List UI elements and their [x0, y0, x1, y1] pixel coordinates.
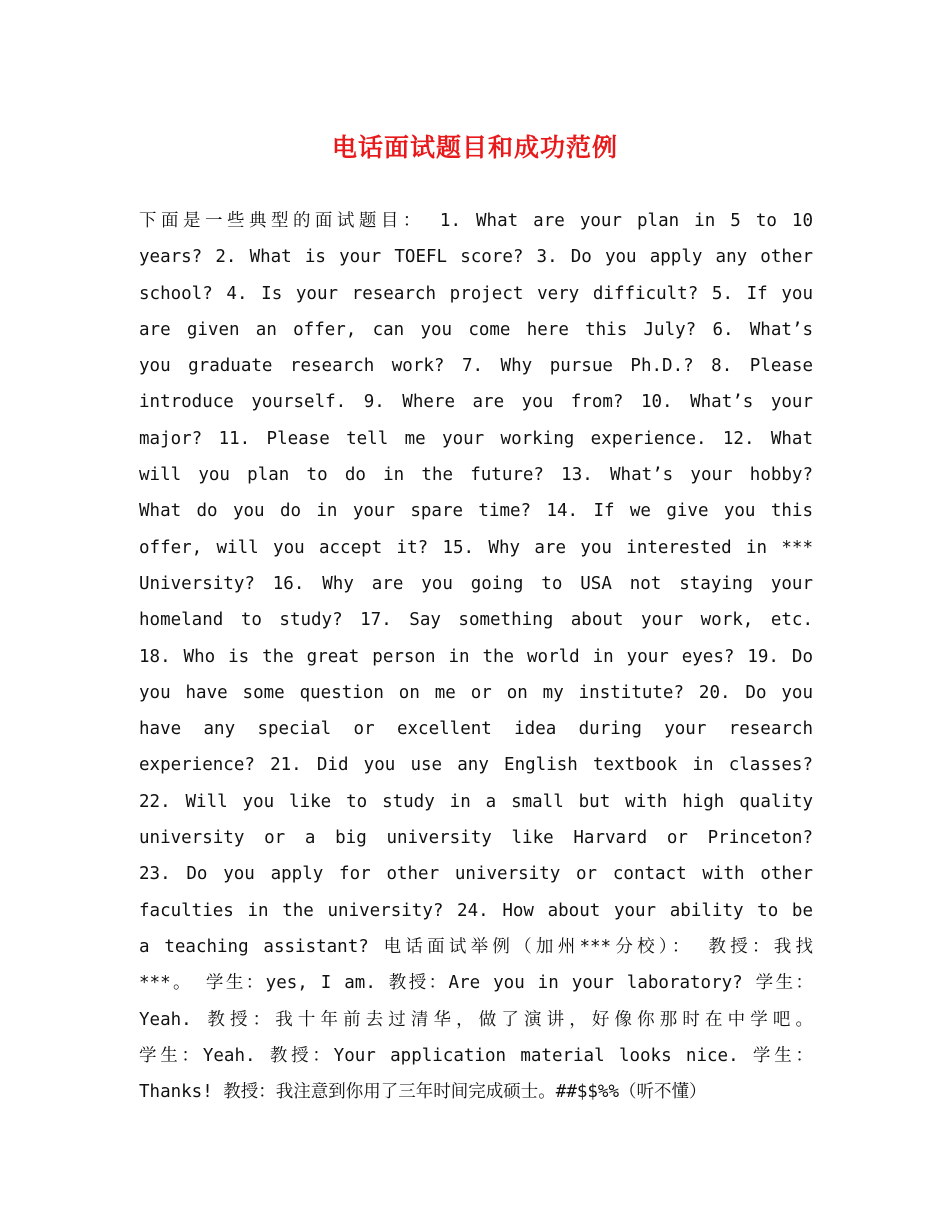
- body-line: you graduate research work? 7. Why pursue Ph.D.? 8. Please: [139, 356, 813, 377]
- body-line: 学生：Yeah. 教授：Your application material looks nice. 学生：: [139, 1045, 813, 1066]
- body-line: Thanks! 教授：我注意到你用了三年时间完成硕士。##$$%%（听不懂）: [139, 1082, 707, 1103]
- document-title: 电话面试题目和成功范例: [331, 133, 618, 162]
- body-line: are given an offer, can you come here this July? 6. What’s: [139, 319, 813, 340]
- body-line: school? 4. Is your research project very difficult? 5. If you: [139, 283, 813, 304]
- body-line: 22. Will you like to study in a small but with high quality: [139, 791, 813, 812]
- body-line: will you plan to do in the future? 13. What’s your hobby?: [139, 465, 813, 486]
- body-line: major? 11. Please tell me your working experience. 12. What: [139, 428, 813, 449]
- body-line: a teaching assistant? 电话面试举例（加州***分校）： 教授：我找: [139, 936, 813, 957]
- body-line: 18. Who is the great person in the world in your eyes? 19. Do: [139, 646, 813, 667]
- body-line: University? 16. Why are you going to USA not staying your: [139, 573, 813, 594]
- body-line: Yeah. 教授：我十年前去过清华，做了演讲，好像你那时在中学吧。: [139, 1009, 813, 1030]
- body-line: ***。 学生：yes, I am. 教授：Are you in your laboratory? 学生：: [139, 973, 813, 994]
- body-line: offer, will you accept it? 15. Why are you interested in ***: [139, 537, 813, 558]
- body-line: years? 2. What is your TOEFL score? 3. Do you apply any other: [139, 247, 813, 268]
- body-line: faculties in the university? 24. How about your ability to be: [139, 900, 813, 921]
- body-line: experience? 21. Did you use any English textbook in classes?: [139, 755, 813, 776]
- body-line: you have some question on me or on my institute? 20. Do you: [139, 682, 813, 703]
- body-line: 下面是一些典型的面试题目： 1. What are your plan in 5 to 10: [139, 211, 813, 231]
- document-body: [139, 203, 813, 1110]
- body-line: university or a big university like Harvard or Princeton?: [139, 828, 813, 849]
- body-line: homeland to study? 17. Say something about your work, etc.: [139, 610, 813, 631]
- body-line: What do you do in your spare time? 14. If we give you this: [139, 501, 813, 522]
- body-line: have any special or excellent idea during your research: [139, 719, 813, 740]
- body-line: introduce yourself. 9. Where are you from? 10. What’s your: [139, 392, 813, 413]
- body-line: 23. Do you apply for other university or contact with other: [139, 864, 813, 885]
